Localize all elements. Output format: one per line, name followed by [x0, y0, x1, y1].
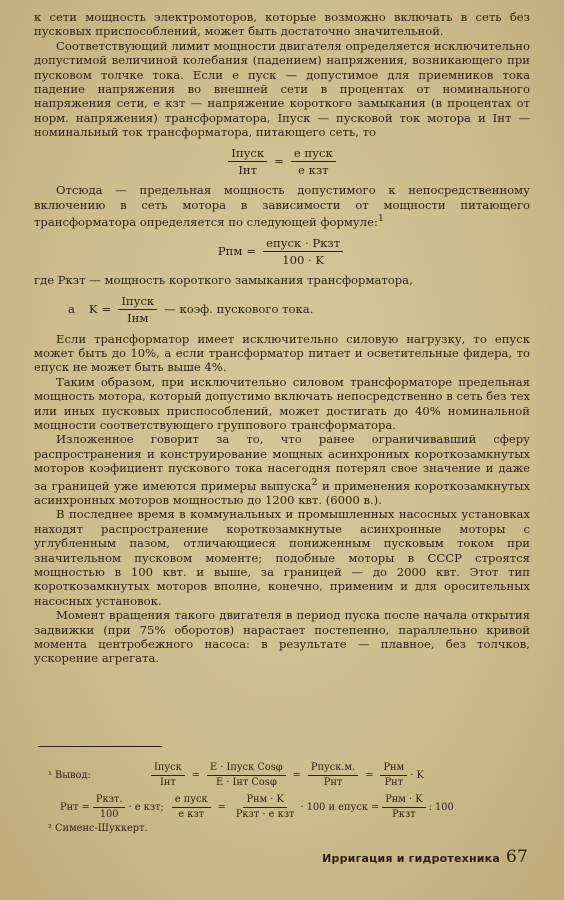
fn-denominator: Pнт [323, 777, 343, 788]
paragraph-text: Отсюда — предельная мощность допустимого к непосредственному включению в сеть мотора в зависимости от мощности питающего трансформатора определяется по следующей формуле: [34, 183, 530, 230]
paragraph: Таким образом, при исключительно силовом трансформаторе предельная мощность мотора, который допустимо включать непосредственно в сеть без тех или иных пусковых приспособлений, может достигать до 40% номинальной мощности соответствующего группового трансформатора. [34, 374, 530, 433]
eq-numerator: eпуск · Pкзт [263, 236, 343, 252]
footnote-mark: 2 [311, 476, 318, 488]
eq-sign: = [365, 769, 374, 781]
equation-start-coef [34, 294, 530, 326]
journal-title: Ирригация и гидротехника [322, 852, 500, 865]
fn-tail: · 100 и eпуск = [300, 801, 380, 813]
footnote-derivation-line1 [48, 762, 528, 789]
paragraph: Соответствующий лимит мощности двигателя определяется исключительно допустимой величиной колебания (падением) напряжения, возникающего при пусковом толчке тока. Если e пуск — допустимое для приемников тока падение напряжения во внешней сети в процентах от номинального напряжения сети, e кзт — напряжение короткого замыкания (в процентах от норм. напряжения) трансформатора, Iпуск — пусковой ток мотора и Iнт — номинальный ток трансформатора, питающего сеть, то [34, 38, 530, 140]
fn-denominator: Pнт [384, 777, 404, 788]
equation-current-ratio [34, 146, 530, 178]
fn-numerator: Pкзт. [93, 794, 126, 808]
eq-tail: — коэф. пускового тока. [164, 302, 314, 317]
footnote-2: ² Сименс-Шуккерт. [48, 823, 148, 834]
equation-motor-power [34, 236, 530, 268]
eq-numerator: Iпуск [118, 294, 157, 310]
paragraph [34, 183, 530, 229]
eq-sign: = [101, 302, 112, 317]
eq-denominator: Iнм [127, 311, 149, 326]
fn-numerator: Pнм · K [243, 794, 286, 808]
fn-denominator: E · Iнт Cosφ [215, 777, 277, 788]
fn-denominator: 100 [99, 809, 119, 820]
fn-numerator: Pпуск.м. [308, 762, 358, 776]
fn-tail: : 100 [428, 801, 454, 813]
fn-numerator: e пуск [172, 794, 211, 808]
fn-numerator: E · Iпуск Cosφ [207, 762, 286, 776]
paragraph [34, 432, 530, 507]
eq-numerator: e пуск [291, 146, 336, 162]
paragraph-text: Изложенное говорит за то, что ранее ограничивавший сферу распространения и конструирование мощных асинхронных короткозамкнутых моторов коэфициент пускового тока насегодня потерял свое значение и даже за границей уже имеются примеры выпуска [34, 432, 530, 493]
fn-denominator: Pкзт · e кзт [235, 809, 295, 820]
eq-sign: = [191, 769, 200, 781]
paragraph: где Pкзт — мощность короткого замыкания трансформатора, [34, 273, 413, 288]
footnote-label: ¹ Вывод: [48, 769, 91, 781]
eq-sign: = [246, 244, 257, 259]
paragraph: к сети мощность электромоторов, которые возможно включать в сеть без пусковых приспособлений, может быть достаточно значительной. [34, 10, 530, 39]
eq-lhs: K [88, 302, 98, 317]
paragraph: Момент вращения такого двигателя в период пуска после начала открытия задвижки (при 75% оборотов) нарастает постепенно, параллельно кривой момента центробежного насоса: в результате — плавное, без толчков, ускорение агрегата. [34, 608, 530, 666]
eq-sign: = [217, 801, 226, 813]
eq-denominator: Iнт [238, 163, 258, 178]
paragraph: Если трансформатор имеет исключительно силовую нагрузку, то eпуск может быть до 10%, а если трансформатор питает и осветительные фидера, то eпуск не может быть выше 4%. [34, 331, 530, 375]
fn-numerator: Pнм [380, 762, 407, 776]
eq-numerator: Iпуск [228, 146, 267, 162]
page-number: 67 [505, 847, 528, 867]
fn-tail: · e кзт; [128, 801, 164, 813]
footnote-divider [38, 746, 162, 747]
eq-denominator: e кзт [298, 163, 329, 178]
eq-lhs: Pпм [217, 244, 243, 259]
fn-numerator: Pнм · K [382, 794, 425, 808]
paragraph: В последнее время в коммунальных и промышленных насосных установках находят распространение короткозамкнутые асинхронные моторы с углубленным пазом, отличающиеся пониженным пусковым током при значительном пусковом моменте; подобные моторы в СССР строятся мощностью в 100 квт. и выше, за границей — до 2000 квт. Этот тип короткозамкнутых моторов вполне, конечно, применим и для оросительных насосных установок. [34, 507, 530, 608]
eq-sign: = [292, 769, 301, 781]
footnote-mark: 1 [377, 213, 385, 225]
fn-tail: · K [410, 769, 424, 781]
footnote-derivation-line2 [60, 794, 540, 821]
running-head [322, 847, 528, 867]
body-text [34, 10, 530, 666]
eq-sign: = [274, 154, 284, 169]
fn-denominator: Iнт [159, 777, 176, 788]
fn-numerator: Iпуск [151, 762, 185, 776]
eq-denominator: 100 · K [282, 252, 325, 267]
fn-lhs: Pнт = [60, 801, 90, 813]
fn-denominator: e кзт [178, 809, 205, 820]
paragraph-text: и применения короткозамкнутых асинхронных моторов мощностью до 1200 квт. (6000 в.). [34, 478, 530, 507]
eq-prefix: а [68, 302, 75, 317]
fn-denominator: Pкзт [392, 809, 416, 820]
